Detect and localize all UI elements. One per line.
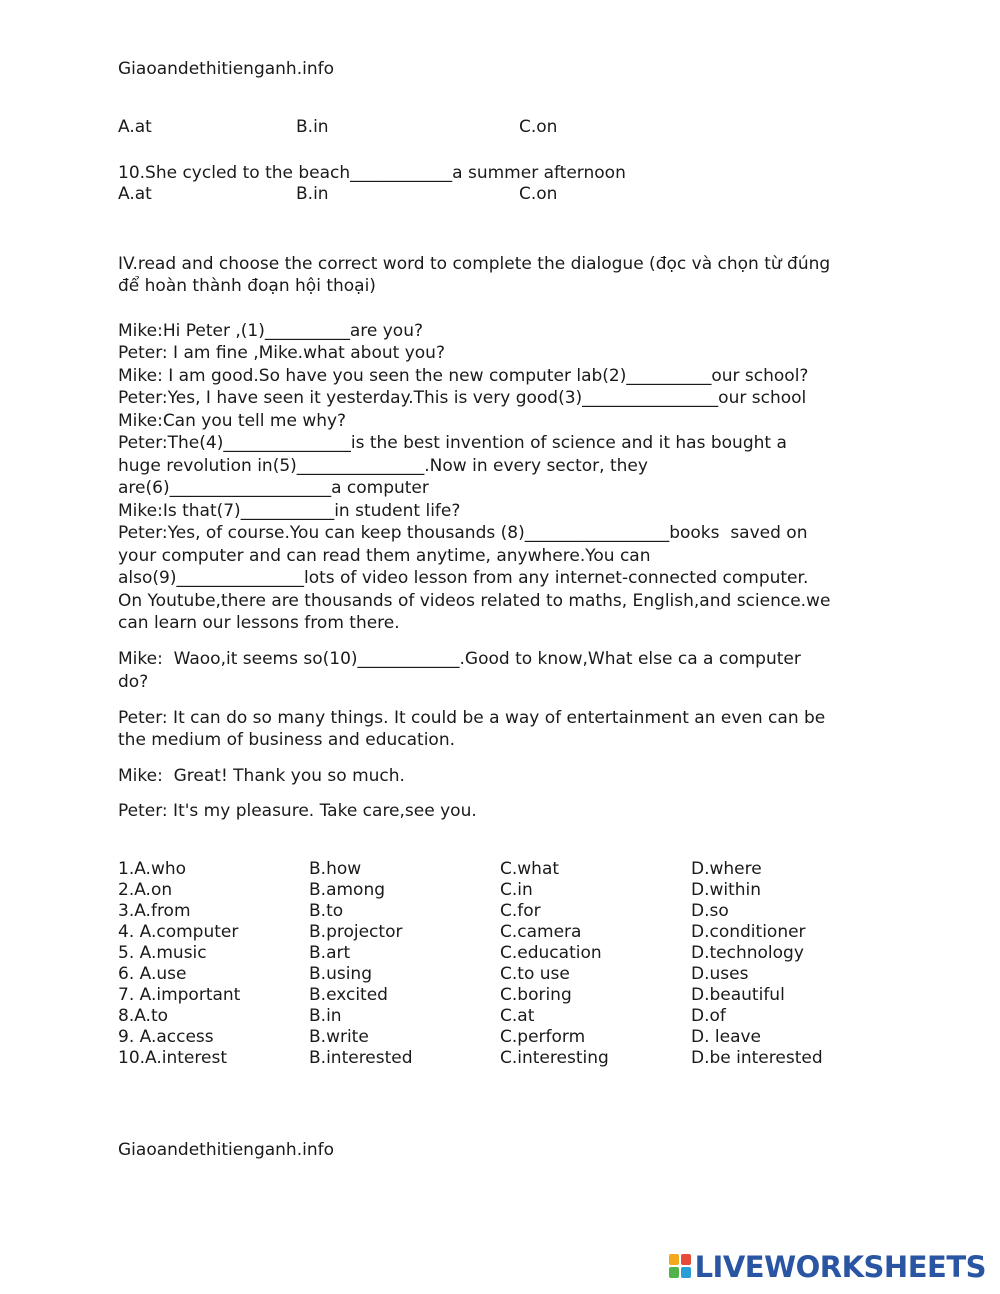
dialogue-line: Peter:Yes, I have seen it yesterday.This is very good(3)________________our school — [118, 388, 807, 408]
dialogue-line: can learn our lessons from there. — [118, 613, 400, 633]
option-d[interactable]: D. leave — [691, 1027, 762, 1047]
option-d[interactable]: D.uses — [691, 964, 749, 984]
option-c[interactable]: C.what — [500, 859, 560, 879]
option-a[interactable]: 9. A.access — [118, 1027, 214, 1047]
option-d[interactable]: D.be interested — [691, 1048, 823, 1068]
option-a[interactable]: 3.A.from — [118, 901, 191, 921]
option-d[interactable]: D.conditioner — [691, 922, 806, 942]
option-c[interactable]: C.perform — [500, 1027, 586, 1047]
option-b[interactable]: B.in — [296, 117, 329, 137]
option-b[interactable]: B.among — [309, 880, 386, 900]
dialogue-line: Peter: It can do so many things. It could be a way of entertainment an even can be — [118, 708, 826, 728]
dialogue-line: do? — [118, 672, 149, 692]
dialogue-line: Mike:Hi Peter ,(1)__________are you? — [118, 321, 423, 341]
dialogue-line: your computer and can read them anytime, anywhere.You can — [118, 546, 651, 566]
option-c[interactable]: C.for — [500, 901, 541, 921]
logo-mark-icon — [669, 1254, 693, 1280]
option-b[interactable]: B.projector — [309, 922, 403, 942]
option-d[interactable]: D.so — [691, 901, 729, 921]
dialogue-line: Peter: I am fine ,Mike.what about you? — [118, 343, 445, 363]
option-d[interactable]: D.of — [691, 1006, 726, 1026]
page-header: Giaoandethitienganh.info — [118, 59, 334, 79]
option-a[interactable]: 8.A.to — [118, 1006, 169, 1026]
option-a[interactable]: 1.A.who — [118, 859, 187, 879]
logo-text: LIVEWORKSHEETS — [694, 1250, 986, 1284]
option-c[interactable]: C.camera — [500, 922, 582, 942]
dialogue-line: are(6)___________________a computer — [118, 478, 429, 498]
option-a[interactable]: 7. A.important — [118, 985, 241, 1005]
option-d[interactable]: D.within — [691, 880, 762, 900]
liveworksheets-logo[interactable] — [669, 1250, 986, 1284]
dialogue-line: also(9)_______________lots of video lesson from any internet-connected computer. — [118, 568, 809, 588]
section-title-line: IV.read and choose the correct word to complete the dialogue (đọc và chọn từ đúng — [118, 254, 831, 274]
dialogue-line: Peter: It's my pleasure. Take care,see you. — [118, 801, 477, 821]
option-b[interactable]: B.art — [309, 943, 351, 963]
option-c[interactable]: C.on — [519, 184, 558, 204]
dialogue-line: huge revolution in(5)_______________.Now in every sector, they — [118, 456, 648, 476]
option-b[interactable]: B.interested — [309, 1048, 413, 1068]
option-a[interactable]: 10.A.interest — [118, 1048, 227, 1068]
option-c[interactable]: C.boring — [500, 985, 572, 1005]
option-b[interactable]: B.write — [309, 1027, 369, 1047]
option-a[interactable]: A.at — [118, 184, 152, 204]
option-a[interactable]: 6. A.use — [118, 964, 187, 984]
question-10: 10.She cycled to the beach____________a summer afternoon — [118, 163, 626, 183]
option-c[interactable]: C.in — [500, 880, 533, 900]
dialogue-line: Mike:Can you tell me why? — [118, 411, 347, 431]
dialogue-line: On Youtube,there are thousands of videos related to maths, English,and science.we — [118, 591, 831, 611]
option-b[interactable]: B.to — [309, 901, 344, 921]
option-a[interactable]: A.at — [118, 117, 152, 137]
option-b[interactable]: B.how — [309, 859, 362, 879]
option-d[interactable]: D.technology — [691, 943, 804, 963]
section-title-line: để hoàn thành đoạn hội thoại) — [118, 276, 376, 296]
page-footer: Giaoandethitienganh.info — [118, 1140, 334, 1160]
dialogue-line: Mike: Waoo,it seems so(10)____________.Good to know,What else ca a computer — [118, 649, 801, 669]
option-a[interactable]: 5. A.music — [118, 943, 207, 963]
option-c[interactable]: C.education — [500, 943, 602, 963]
dialogue-line: the medium of business and education. — [118, 730, 456, 750]
option-c[interactable]: C.at — [500, 1006, 535, 1026]
option-c[interactable]: C.on — [519, 117, 558, 137]
option-c[interactable]: C.interesting — [500, 1048, 609, 1068]
dialogue-line: Mike: Great! Thank you so much. — [118, 766, 405, 786]
option-a[interactable]: 4. A.computer — [118, 922, 239, 942]
option-b[interactable]: B.excited — [309, 985, 388, 1005]
dialogue-line: Mike: I am good.So have you seen the new computer lab(2)__________our school? — [118, 366, 809, 386]
option-b[interactable]: B.in — [309, 1006, 342, 1026]
option-b[interactable]: B.in — [296, 184, 329, 204]
option-d[interactable]: D.beautiful — [691, 985, 785, 1005]
option-a[interactable]: 2.A.on — [118, 880, 173, 900]
option-d[interactable]: D.where — [691, 859, 762, 879]
option-c[interactable]: C.to use — [500, 964, 570, 984]
dialogue-line: Mike:Is that(7)___________in student life? — [118, 501, 461, 521]
dialogue-line: Peter:The(4)_______________is the best invention of science and it has bought a — [118, 433, 787, 453]
dialogue-line: Peter:Yes, of course.You can keep thousands (8)_________________books saved on — [118, 523, 808, 543]
option-b[interactable]: B.using — [309, 964, 372, 984]
